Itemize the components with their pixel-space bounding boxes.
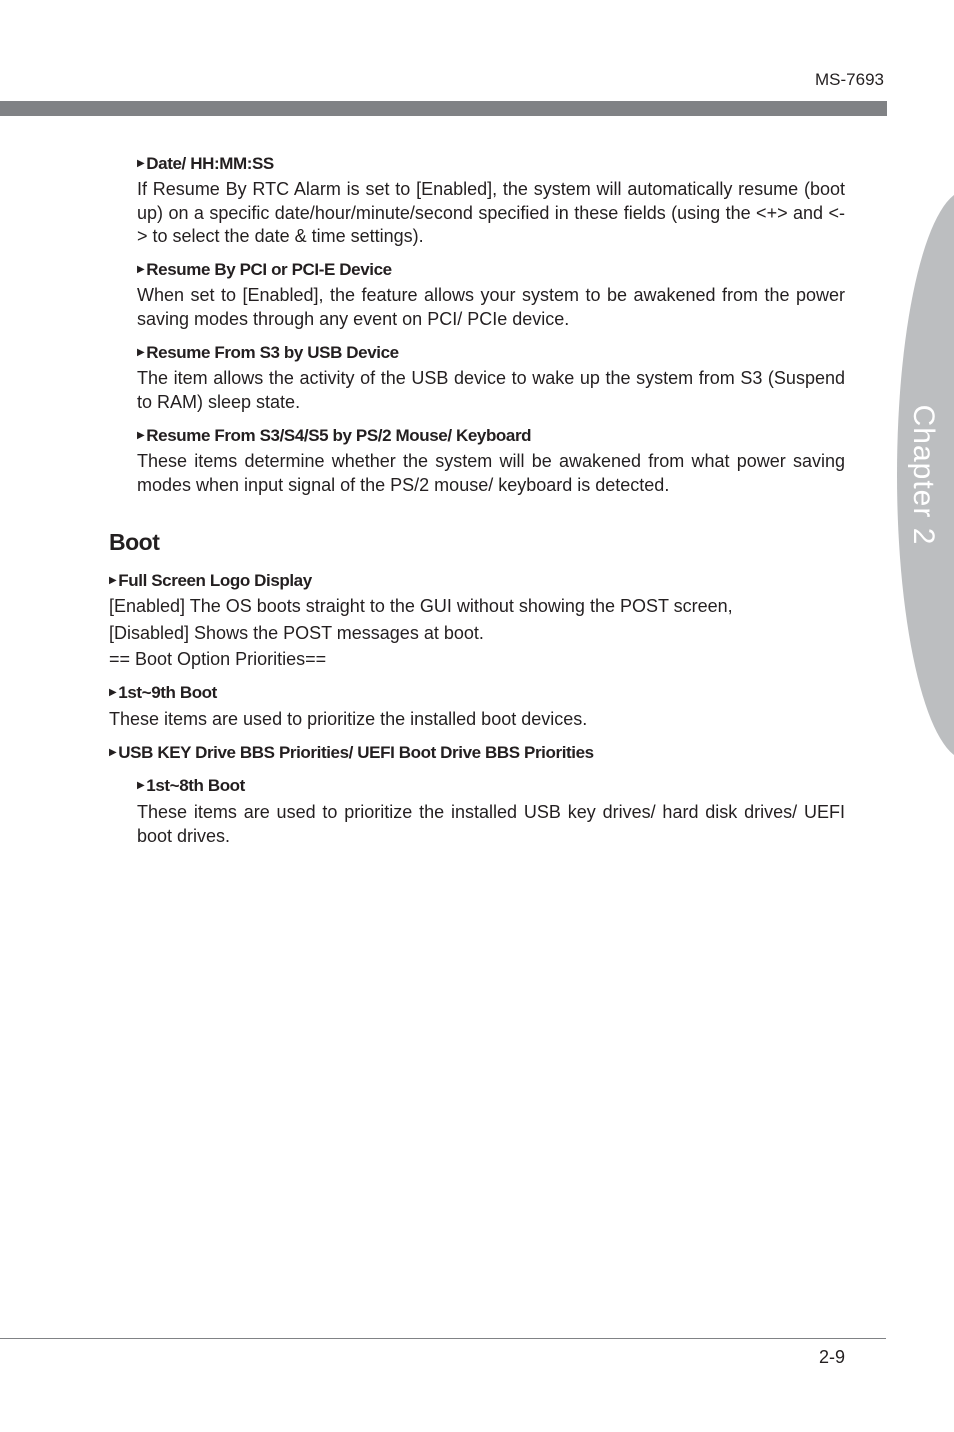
option-enabled: [Enabled] The OS boots straight to the GUI without showing the POST screen, [109, 596, 733, 616]
item-description: These items are used to prioritize the installed USB key drives/ hard disk drives/ UEFI boot drives. [137, 802, 845, 846]
triangle-bullet-icon: ▶ [137, 264, 145, 275]
triangle-bullet-icon: ▶ [137, 347, 145, 358]
item-heading: ▶ Full Screen Logo Display [109, 571, 312, 590]
item-heading: ▶ Resume By PCI or PCI-E Device [137, 260, 392, 279]
boot-option-priorities: == Boot Option Priorities== [109, 649, 327, 669]
triangle-bullet-icon: ▶ [109, 687, 117, 698]
item-heading: ▶ Resume From S3 by USB Device [137, 343, 399, 362]
page-number: 2-9 [818, 1347, 845, 1367]
item-description: When set to [Enabled], the feature allows your system to be awakened from the power saving modes through any event on PCI/ PCIe device. [137, 285, 845, 329]
chapter-label: Chapter 2 [907, 404, 940, 546]
triangle-bullet-icon: ▶ [109, 575, 117, 586]
item-heading: ▶ 1st~9th Boot [109, 683, 217, 702]
item-description: The item allows the activity of the USB device to wake up the system from S3 (Suspend to RAM) sleep state. [137, 368, 845, 412]
model-number: MS-7693 [815, 70, 884, 89]
item-description: These items determine whether the system will be awakened from what power saving modes when input signal of the PS/2 mouse/ keyboard is detected. [137, 451, 845, 495]
triangle-bullet-icon: ▶ [137, 430, 145, 441]
section-title: Boot [109, 529, 160, 555]
item-heading: ▶ Resume From S3/S4/S5 by PS/2 Mouse/ Keyboard [137, 426, 532, 445]
item-description: These items are used to prioritize the installed boot devices. [109, 709, 588, 729]
option-disabled: [Disabled] Shows the POST messages at boot. [109, 623, 484, 643]
triangle-bullet-icon: ▶ [137, 780, 145, 791]
header-bar [0, 101, 887, 116]
item-heading: ▶ Date/ HH:MM:SS [137, 154, 274, 173]
item-heading: ▶ 1st~8th Boot [137, 776, 245, 795]
footer-rule [0, 1338, 886, 1339]
item-description: If Resume By RTC Alarm is set to [Enabled], the system will automatically resume (boot up) on a specific date/hour/minute/second specified in these fields (using the <+> and <-> to select the date & time settings). [137, 179, 845, 246]
triangle-bullet-icon: ▶ [109, 747, 117, 758]
triangle-bullet-icon: ▶ [137, 158, 145, 169]
item-heading: ▶ USB KEY Drive BBS Priorities/ UEFI Boot Drive BBS Priorities [109, 743, 594, 762]
